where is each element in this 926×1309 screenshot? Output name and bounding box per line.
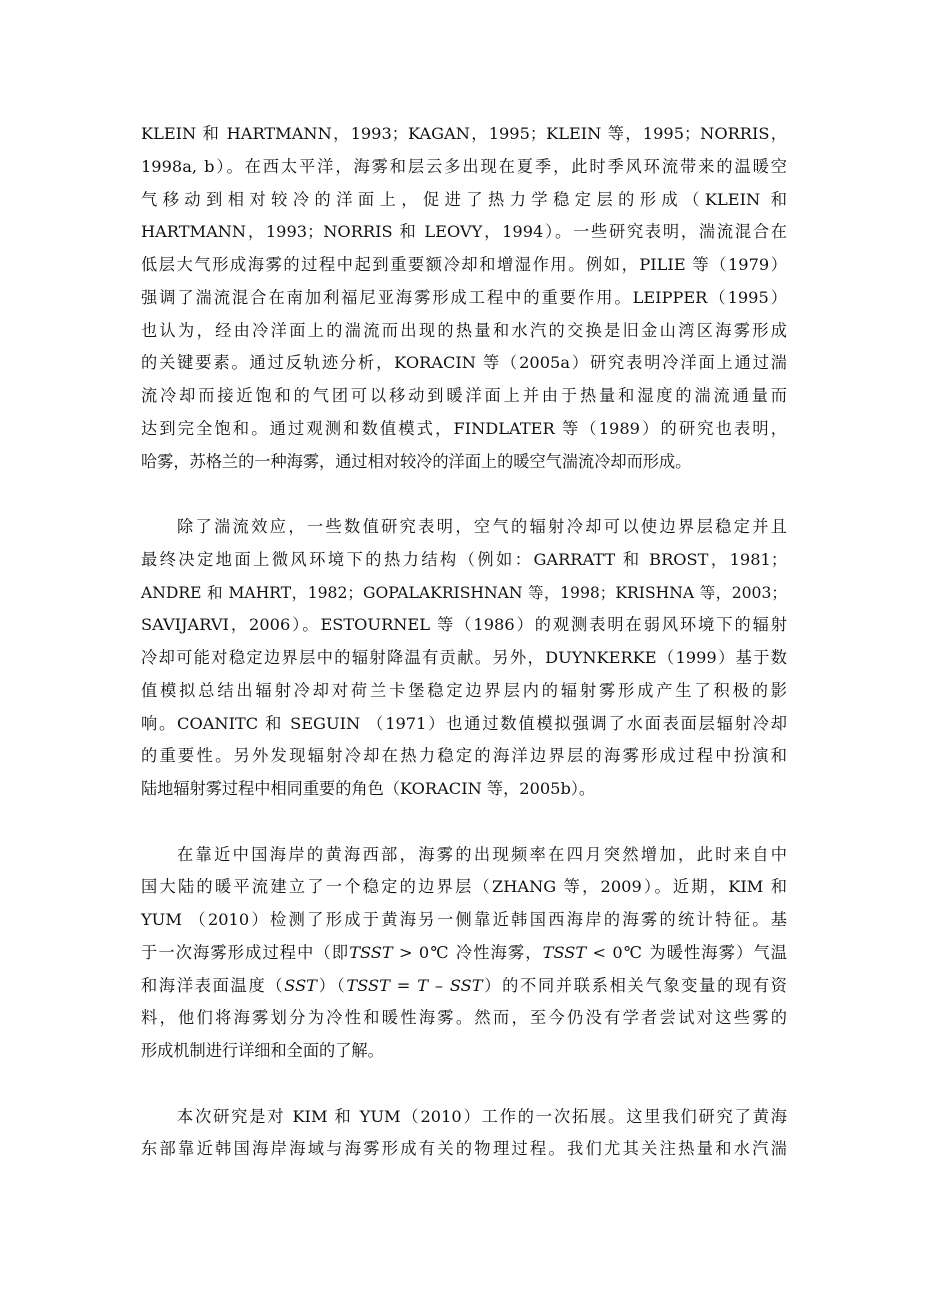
text-line: HARTMANN，1993；NORRIS 和 LEOVY，1994）。一些研究表明，湍流混合在: [141, 222, 787, 241]
math-variable: TSST: [346, 976, 390, 995]
text-line: [141, 976, 787, 996]
text-segment: =: [389, 976, 418, 995]
text-line: YUM （2010）检测了形成于黄海另一侧靠近韩国西海岸的海雾的统计特征。基: [141, 910, 787, 929]
text-line: 强调了湍流混合在南加利福尼亚海雾形成工程中的重要作用。LEIPPER（1995）: [141, 288, 787, 307]
text-segment: 于一次海雾形成过程中（即: [141, 943, 350, 962]
text-line: 料，他们将海雾划分为冷性和暖性海雾。然而，至今仍没有学者尝试对这些雾的: [141, 1008, 787, 1027]
text-line: 陆地辐射雾过程中相同重要的角色（KORACIN 等，2005b）。: [141, 779, 596, 798]
text-line: 本次研究是对 KIM 和 YUM（2010）工作的一次拓展。这里我们研究了黄海: [177, 1107, 787, 1126]
text-line: 也认为，经由冷洋面上的湍流而出现的热量和水汽的交换是旧金山湾区海雾形成: [141, 321, 787, 340]
text-line: KLEIN 和 HARTMANN，1993；KAGAN，1995；KLEIN 等，1995；NORRIS，: [141, 124, 787, 143]
text-line: [141, 943, 787, 963]
math-variable: SST: [449, 976, 483, 995]
text-line: 值模拟总结出辐射冷却对荷兰卡堡稳定边界层内的辐射雾形成产生了积极的影: [141, 681, 787, 700]
text-line: 低层大气形成海雾的过程中起到重要额冷却和增湿作用。例如，PILIE 等（1979）: [141, 255, 787, 274]
text-line: SAVIJARVI，2006）。ESTOURNEL 等（1986）的观测表明在弱风环境下的辐射: [141, 615, 787, 634]
text-line: 形成机制进行详细和全面的了解。: [141, 1041, 384, 1060]
text-line: 的关键要素。通过反轨迹分析，KORACIN 等（2005a）研究表明冷洋面上通过湍: [141, 353, 787, 372]
text-line: 最终决定地面上微风环境下的热力结构（例如：GARRATT 和 BROST，1981；: [141, 550, 788, 569]
text-line: 气移动到相对较冷的洋面上，促进了热力学稳定层的形成（KLEIN 和: [141, 190, 787, 209]
text-line: ANDRE 和 MAHRT，1982；GOPALAKRISHNAN 等，1998；KRISHNA 等，2003；: [141, 584, 787, 602]
text-line: 流冷却而接近饱和的气团可以移动到暖洋面上并由于热量和湿度的湍流通量而: [141, 386, 787, 405]
text-line: 的重要性。另外发现辐射冷却在热力稳定的海洋边界层的海雾形成过程中扮演和: [141, 746, 787, 765]
text-line: 冷却可能对稳定边界层中的辐射降温有贡献。另外，DUYNKERKE（1999）基于数: [141, 648, 787, 667]
text-segment: < 0℃ 为暖性海雾）气温: [586, 943, 787, 962]
text-line: 国大陆的暖平流建立了一个稳定的边界层（ZHANG 等，2009）。近期，KIM 和: [141, 877, 787, 896]
math-variable: TSST: [542, 943, 587, 962]
text-line: 响。COANITC 和 SEGUIN （1971）也通过数值模拟强调了水面表面层辐射冷却: [141, 714, 787, 733]
text-segment: > 0℃ 冷性海雾，: [392, 943, 543, 962]
text-segment: –: [428, 976, 450, 995]
text-line: 东部靠近韩国海岸海域与海雾形成有关的物理过程。我们尤其关注热量和水汽湍: [141, 1139, 787, 1158]
math-variable: TSST: [349, 943, 393, 962]
text-line: 除了湍流效应，一些数值研究表明，空气的辐射冷却可以使边界层稳定并且: [177, 517, 787, 536]
math-variable: T: [417, 976, 429, 995]
text-segment: ）（: [316, 976, 347, 995]
text-segment: 和海洋表面温度（: [141, 976, 285, 995]
text-line: 哈雾，苏格兰的一种海雾，通过相对较冷的洋面上的暖空气湍流冷却而形成。: [141, 452, 692, 471]
text-line: 达到完全饱和。通过观测和数值模式，FINDLATER 等（1989）的研究也表明，: [141, 419, 787, 438]
text-segment: ）的不同并联系相关气象变量的现有资: [482, 976, 787, 995]
text-line: 在靠近中国海岸的黄海西部，海雾的出现频率在四月突然增加，此时来自中: [177, 845, 787, 864]
math-variable: SST: [284, 976, 317, 995]
text-line: 1998a, b）。在西太平洋，海雾和层云多出现在夏季，此时季风环流带来的温暖空: [141, 157, 787, 176]
